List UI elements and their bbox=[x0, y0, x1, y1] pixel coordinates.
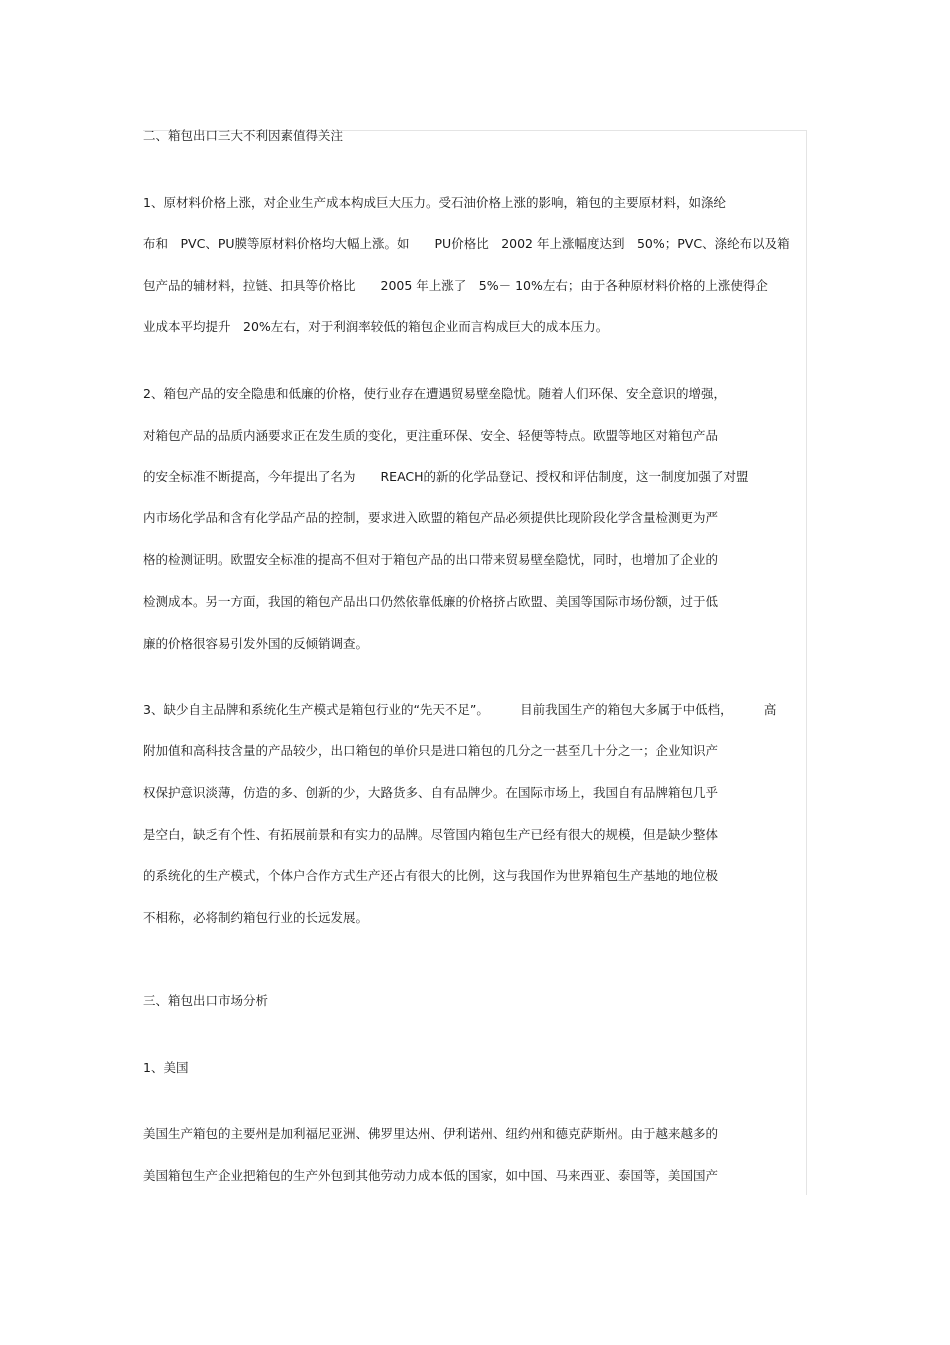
paragraph-line: 美国箱包生产企业把箱包的生产外包到其他劳动力成本低的国家，如中国、马来西亚、泰国等，美国国产 bbox=[143, 1168, 719, 1183]
paragraph-line: 是空白，缺乏有个性、有拓展前景和有实力的品牌。尽管国内箱包生产已经有很大的规模，但是缺少整体 bbox=[143, 827, 719, 842]
paragraph-line: 包产品的辅材料，拉链、扣具等价格比 2005 年上涨了 5%－ 10%左右；由于各种原材料价格的上涨使得企 bbox=[143, 278, 768, 293]
subsection-heading: 1、美国 bbox=[143, 1060, 189, 1075]
section-heading: 三、箱包出口市场分析 bbox=[143, 993, 269, 1008]
paragraph-line: 的安全标准不断提高，今年提出了名为 REACH的新的化学品登记、授权和评估制度，这一制度加强了对盟 bbox=[143, 469, 749, 484]
paragraph-line: 美国生产箱包的主要州是加利福尼亚洲、佛罗里达州、伊利诺州、纽约州和德克萨斯州。由于越来越多的 bbox=[143, 1126, 719, 1141]
paragraph-line: 布和 PVC、PU膜等原材料价格均大幅上涨。如 PU价格比 2002 年上涨幅度达到 50%；PVC、涤纶布以及箱 bbox=[143, 236, 790, 251]
paragraph-line: 内市场化学品和含有化学品产品的控制，要求进入欧盟的箱包产品必须提供比现阶段化学含量检测更为严 bbox=[143, 510, 719, 525]
paragraph-line: 对箱包产品的品质内涵要求正在发生质的变化，更注重环保、安全、轻便等特点。欧盟等地区对箱包产品 bbox=[143, 428, 719, 443]
section-heading: 二、箱包出口三大不利因素值得关注 bbox=[143, 128, 344, 143]
paragraph-line: 3、缺少自主品牌和系统化生产模式是箱包行业的“先天不足”。 目前我国生产的箱包大多属于中低档， 高 bbox=[143, 702, 777, 717]
paragraph-line: 权保护意识淡薄，仿造的多、创新的少，大路货多、自有品牌少。在国际市场上，我国自有品牌箱包几乎 bbox=[143, 785, 719, 800]
paragraph-line: 1、原材料价格上涨，对企业生产成本构成巨大压力。受石油价格上涨的影响，箱包的主要原材料，如涤纶 bbox=[143, 195, 726, 210]
paragraph-line: 的系统化的生产模式，个体户合作方式生产还占有很大的比例，这与我国作为世界箱包生产基地的地位极 bbox=[143, 868, 719, 883]
paragraph-line: 格的检测证明。欧盟安全标准的提高不但对于箱包产品的出口带来贸易壁垒隐忧，同时，也增加了企业的 bbox=[143, 552, 719, 567]
paragraph-line: 廉的价格很容易引发外国的反倾销调查。 bbox=[143, 636, 369, 651]
paragraph-line: 2、箱包产品的安全隐患和低廉的价格，使行业存在遭遇贸易壁垒隐忧。随着人们环保、安全意识的增强， bbox=[143, 386, 726, 401]
paragraph-line: 检测成本。另一方面，我国的箱包产品出口仍然依靠低廉的价格挤占欧盟、美国等国际市场份额，过于低 bbox=[143, 594, 719, 609]
paragraph-line: 不相称，必将制约箱包行业的长远发展。 bbox=[143, 910, 369, 925]
paragraph-line: 业成本平均提升 20%左右，对于利润率较低的箱包企业而言构成巨大的成本压力。 bbox=[143, 319, 609, 334]
paragraph-line: 附加值和高科技含量的产品较少，出口箱包的单价只是进口箱包的几分之一甚至几十分之一；企业知识产 bbox=[143, 743, 719, 758]
